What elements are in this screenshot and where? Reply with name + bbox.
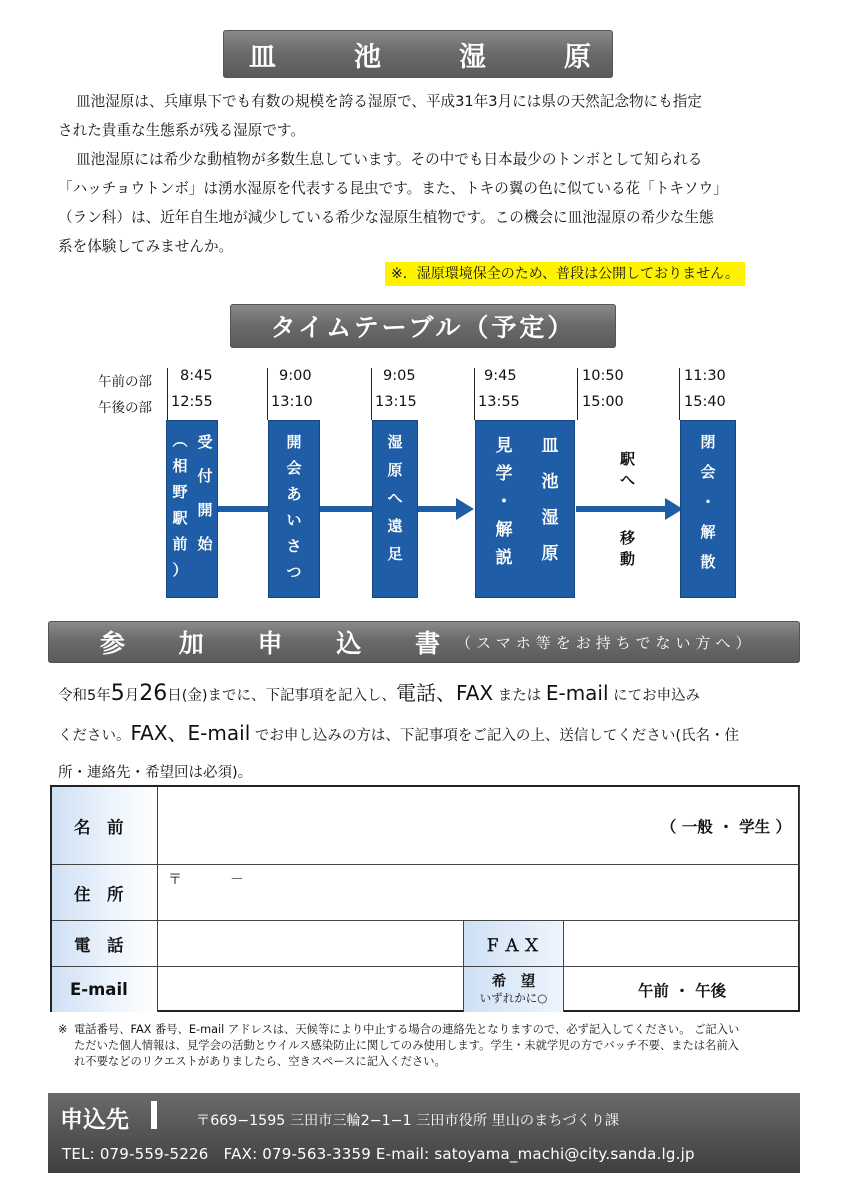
step-char: 原 (541, 544, 559, 564)
preference-options[interactable]: 午前 ・ 午後 (637, 981, 727, 1000)
step-char: 前 (172, 535, 188, 553)
move-char: 移 (620, 529, 636, 547)
application-form-banner (48, 621, 800, 663)
preference-label: 希 望 (491, 974, 536, 990)
form-title-char: 申 (257, 629, 283, 658)
step-closing (680, 420, 736, 598)
time-tick (267, 368, 268, 420)
time-tick (577, 368, 578, 420)
step-char: 開 (197, 501, 213, 519)
deadline-day: 26 (139, 681, 168, 706)
preference-sub: いずれかに○ (479, 991, 548, 1005)
closed-notice: ※．湿原環境保全のため、普段は公開しておりません。 (385, 262, 745, 286)
am-session-label: 午前の部 (98, 374, 152, 390)
step-char: （ (170, 432, 189, 448)
step-char: い (286, 511, 302, 529)
deadline-line-2 (58, 715, 818, 755)
step-char: さ (286, 537, 302, 555)
step-char: 遠 (387, 517, 403, 535)
deadline-line-3: 所・連絡先・希望回は必須)。 (58, 765, 253, 781)
am-time: 8:45 (180, 368, 213, 384)
am-time: 9:45 (484, 368, 517, 384)
time-tick (371, 368, 372, 420)
email-label: E-mail (52, 967, 158, 1012)
email-field[interactable] (158, 967, 464, 1012)
name-label: 名 前 (52, 787, 158, 865)
step-char: 皿 (541, 436, 559, 456)
postal-mark: 〒 (168, 872, 182, 888)
move-char: へ (620, 471, 636, 489)
pm-session-label: 午後の部 (98, 400, 152, 416)
footnote (58, 1022, 808, 1070)
pm-time: 15:00 (582, 394, 624, 410)
step-char: 会 (700, 463, 716, 481)
flow-arrow-line (576, 506, 670, 512)
step-char: 池 (541, 472, 559, 492)
text: にてお申込み (608, 688, 701, 704)
step-char: 原 (387, 461, 403, 479)
step-opening-greeting (268, 420, 320, 598)
phone-field[interactable] (158, 921, 464, 967)
move-char: 動 (620, 550, 636, 568)
footnote-mark: ※ (58, 1023, 68, 1036)
form-title-char: 書 (414, 629, 440, 658)
step-char: 学 (495, 464, 513, 484)
phone-label: 電 話 (52, 921, 158, 967)
step-char: 受 (197, 433, 213, 451)
step-char: 付 (197, 467, 213, 485)
contact-heading: 申込先 (60, 1107, 129, 1133)
address-label: 住 所 (52, 865, 158, 921)
intro-paragraph-2 (58, 145, 808, 261)
intro-line: された貴重な生態系が残る湿原です。 (58, 122, 305, 139)
name-field[interactable] (158, 787, 800, 865)
step-excursion (372, 420, 418, 598)
form-banner-note: （スマホ等をお持ちでない方へ） (456, 633, 756, 652)
step-char: 解 (495, 520, 513, 540)
heading-bar (151, 1101, 157, 1129)
title-banner (223, 30, 613, 78)
step-char: 野 (172, 483, 188, 501)
category-hint: （ 一般 ・ 学生 ） (660, 818, 791, 836)
fax-field[interactable] (564, 921, 800, 967)
step-char: 見 (495, 436, 513, 456)
preference-label-cell (464, 967, 564, 1012)
step-char: 湿 (387, 433, 403, 451)
method-email: E-mail (545, 681, 609, 705)
footnote-line: ただいた個人情報は、見学会の活動とウイルス感染防止に関してのみ使用します。学生・未就学児の方でバッチ不要、または名前入 (74, 1039, 739, 1052)
contact-panel (48, 1093, 800, 1173)
step-char: 説 (495, 548, 513, 568)
postal-dash: － (230, 872, 244, 888)
deadline-month: 5 (110, 681, 125, 706)
timetable-banner: タイムテーブル（予定） (230, 304, 616, 348)
pm-time: 13:55 (478, 394, 520, 410)
address-field[interactable] (158, 865, 800, 921)
intro-paragraph-1 (58, 87, 808, 145)
move-text (620, 527, 635, 569)
form-title-char: 参 (100, 629, 126, 658)
am-time: 10:50 (582, 368, 624, 384)
title-char: 池 (354, 41, 381, 73)
move-to-station-text (620, 448, 635, 490)
step-char: 駅 (172, 509, 188, 527)
deadline-line-1 (58, 675, 818, 715)
flow-arrow-line (208, 506, 463, 512)
intro-line: 系を体験してみませんか。 (58, 238, 234, 255)
text: ください。 (58, 728, 131, 744)
am-time: 11:30 (684, 368, 726, 384)
step-char: 解 (700, 523, 716, 541)
pm-time: 13:10 (271, 394, 313, 410)
step-char: 始 (197, 535, 213, 553)
step-char: ・ (700, 493, 716, 511)
time-tick (167, 368, 168, 420)
method-fax-email: FAX、E-mail (130, 721, 251, 745)
step-reception (166, 420, 218, 598)
intro-line: 「ハッチョウトンボ」は湧水湿原を代表する昆虫です。また、トキの翼の色に似ている花「トキソウ」 (58, 180, 728, 197)
am-time: 9:05 (383, 368, 416, 384)
intro-line: （ラン科）は、近年自生地が減少している希少な湿原生植物です。この機会に皿池湿原の希少な生態 (58, 209, 714, 226)
step-char: 散 (700, 553, 716, 571)
text: または (493, 688, 546, 704)
step-char: 開 (286, 433, 302, 451)
title-char: 皿 (249, 41, 276, 73)
form-title-char: 込 (336, 629, 362, 658)
application-form-table (50, 785, 800, 1012)
footnote-line: 電話番号、FAX 番号、E-mail アドレスは、天候等により中止する場合の連絡先となりますので、必ず記入してください。 ご記入い (74, 1023, 740, 1036)
title-char: 湿 (459, 41, 486, 73)
time-tick (474, 368, 475, 420)
deadline-instructions (58, 675, 818, 792)
form-title-char: 加 (178, 629, 204, 658)
step-char: へ (387, 489, 403, 507)
contact-address: 〒669−1595 三田市三輪2−1−1 三田市役所 里山のまちづくり課 (196, 1113, 620, 1129)
time-tick (679, 368, 680, 420)
move-char: 駅 (620, 450, 636, 468)
step-observation (475, 420, 575, 598)
step-char: ・ (495, 492, 513, 512)
am-time: 9:00 (279, 368, 312, 384)
step-char: 湿 (541, 508, 559, 528)
footnote-line: れ不要などのリクエストがありましたら、空きスペースに記入ください。 (74, 1055, 446, 1068)
step-char: 会 (286, 459, 302, 477)
intro-line: 皿池湿原は、兵庫県下でも有数の規模を誇る湿原で、平成31年3月には県の天然記念物にも指定 (76, 93, 702, 110)
pm-time: 13:15 (375, 394, 417, 410)
text: 日(金)までに、下記事項を記入し、 (167, 688, 397, 704)
title-char: 原 (564, 41, 591, 73)
intro-line: 皿池湿原には希少な動植物が多数生息しています。その中でも日本最少のトンボとして知られる (76, 151, 703, 168)
pm-time: 15:40 (684, 394, 726, 410)
text: 月 (124, 688, 140, 704)
text: でお申し込みの方は、下記事項をご記入の上、送信してください(氏名・住 (250, 728, 740, 744)
text: 令和5年 (58, 688, 111, 704)
contact-phone-fax-email[interactable]: TEL: 079-559-5226 FAX: 079-563-3359 E-mail: satoyama_machi@city.sanda.lg.jp (62, 1145, 695, 1163)
step-char: 相 (172, 457, 188, 475)
step-char: つ (286, 563, 302, 581)
step-char: あ (286, 485, 302, 503)
form-title (100, 624, 440, 660)
arrow-head-icon (456, 498, 474, 520)
fax-label: ＦＡＸ (464, 921, 564, 967)
step-char: 足 (387, 545, 403, 563)
method-phone-fax: 電話、FAX (396, 681, 494, 705)
step-char: ） (172, 561, 188, 579)
pm-time: 12:55 (171, 394, 213, 410)
step-char: 閉 (700, 433, 716, 451)
